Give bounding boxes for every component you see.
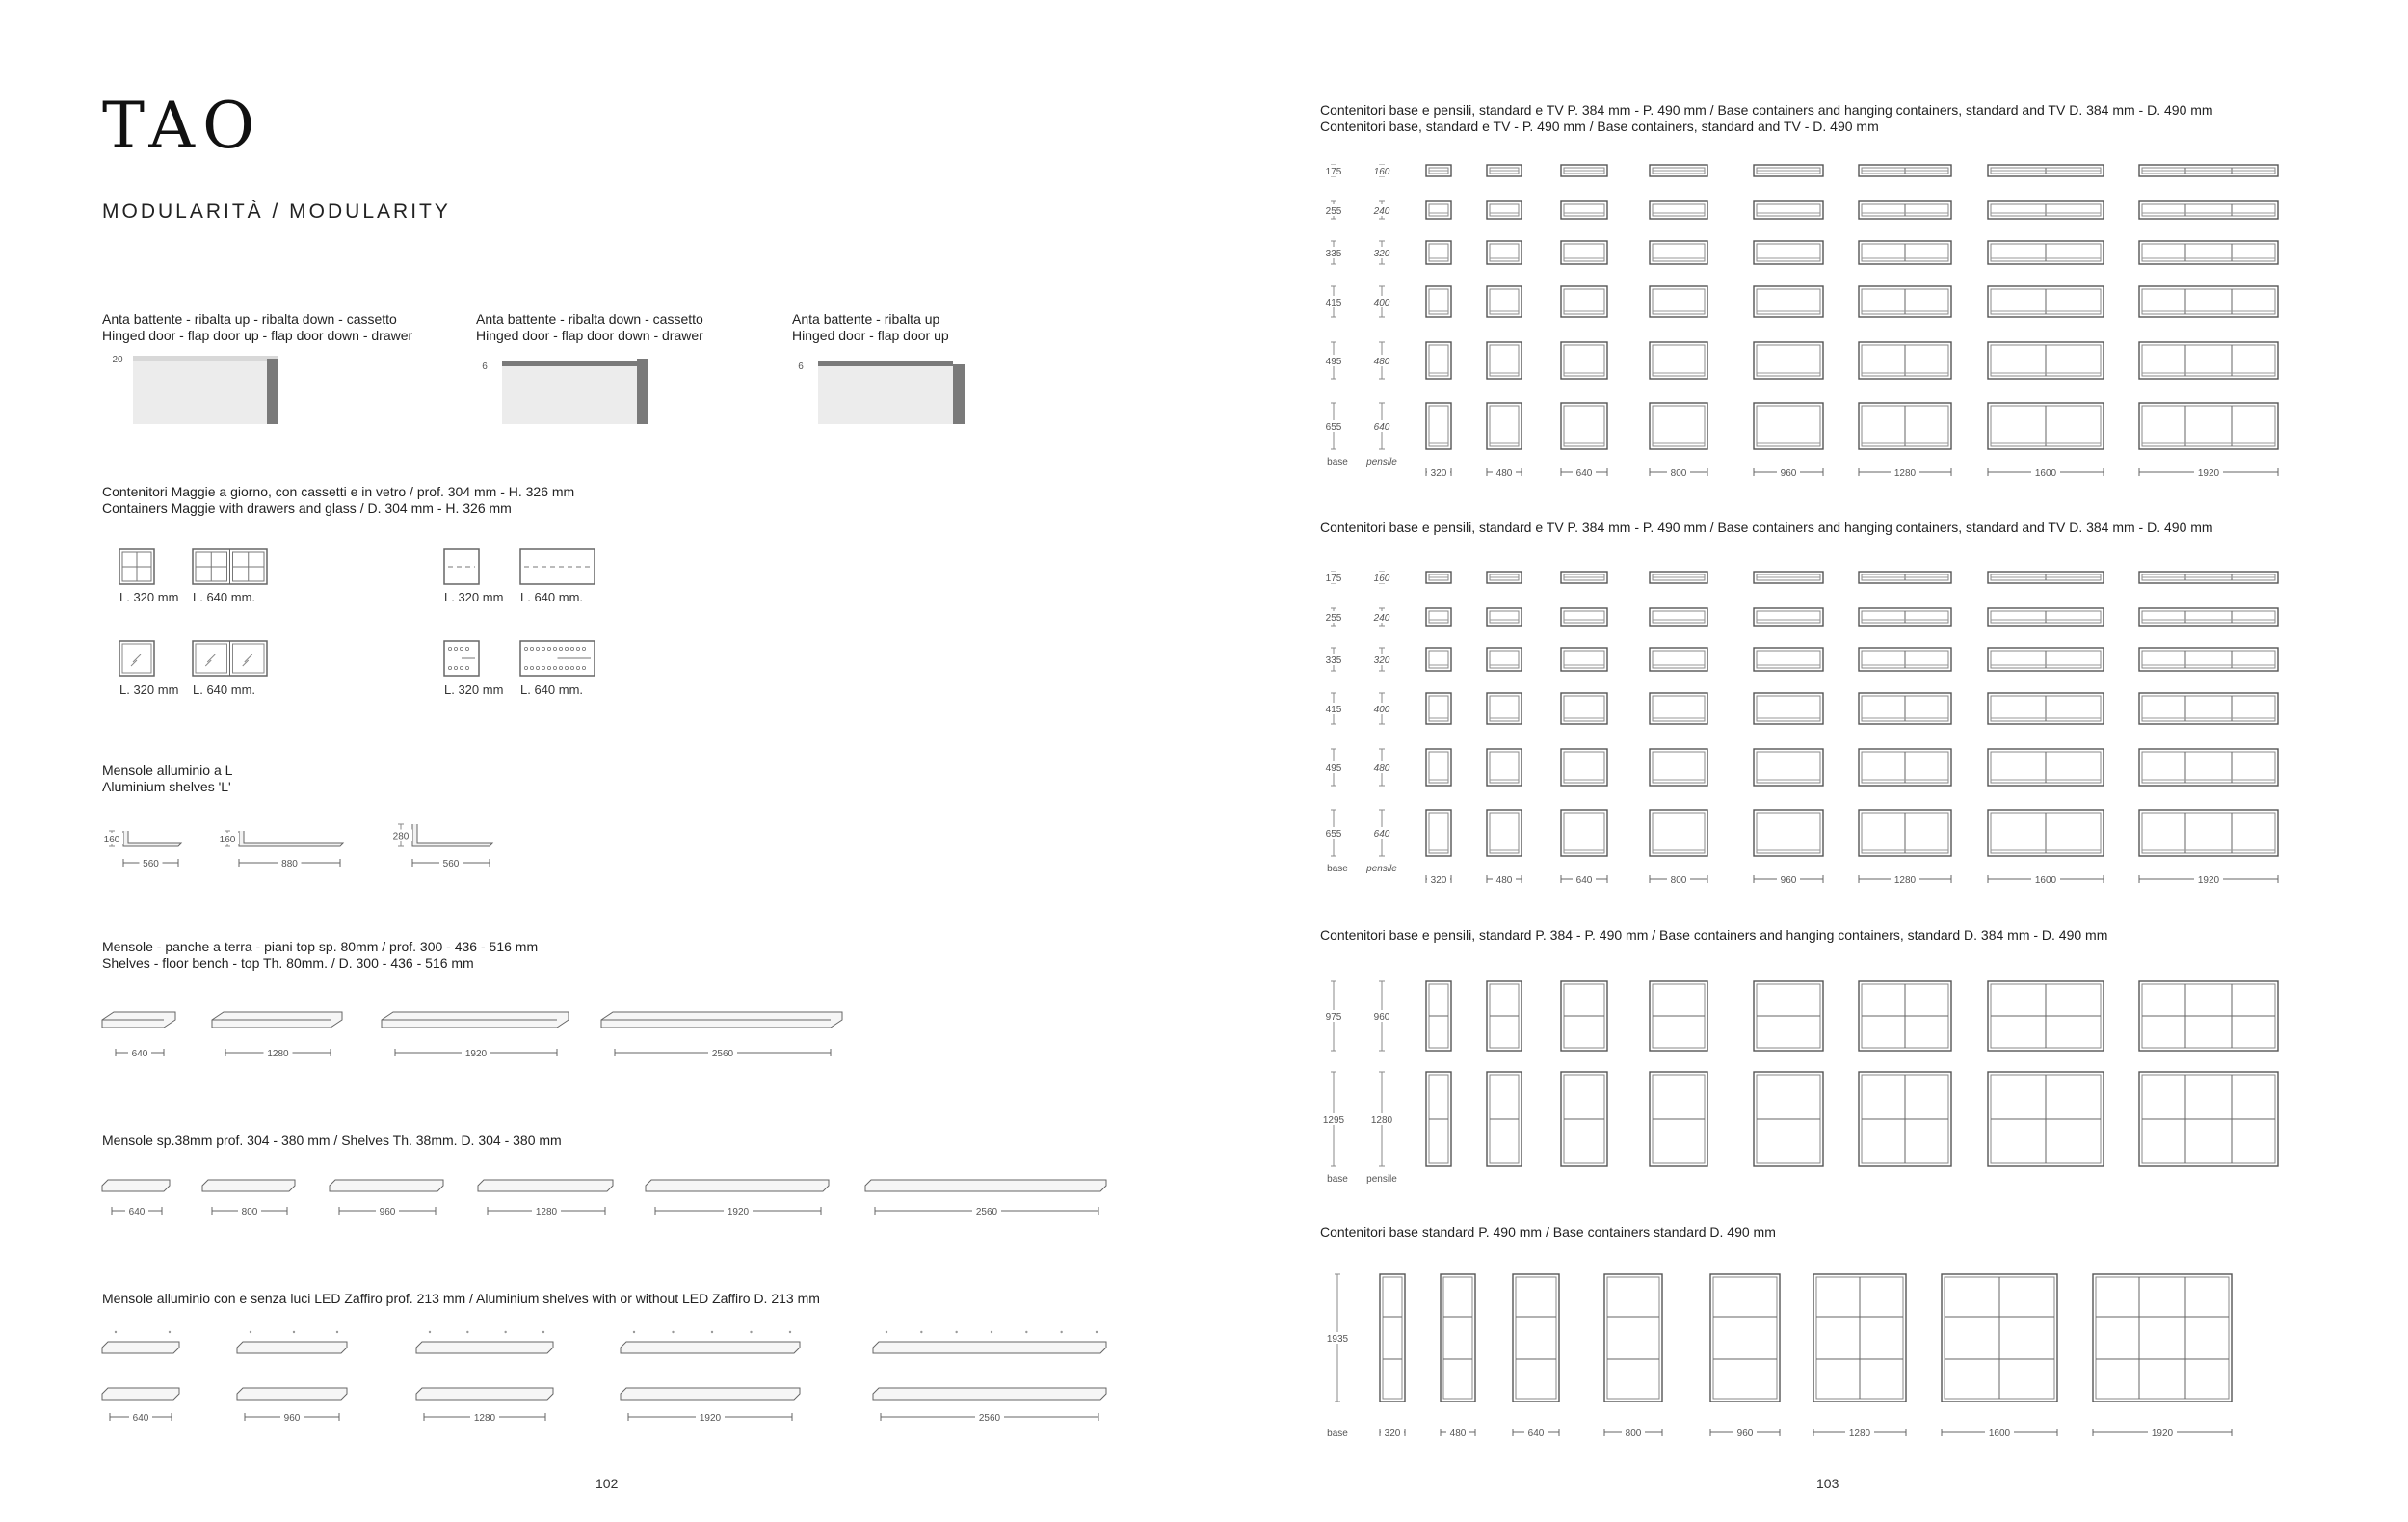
led-shelf-2-1	[237, 1342, 347, 1353]
page-number-left: 102	[595, 1476, 619, 1491]
maggie-dots-320-dot-b-2	[460, 666, 463, 669]
grid4-w-7-label: 1920	[2151, 1429, 2174, 1439]
led-caption: Mensole alluminio con e senza luci LED Zaffiro prof. 213 mm / Aluminium shelves with or without LED Zaffiro D. 213 mm	[102, 1291, 820, 1306]
maggie-dots-640-dot-b-5	[553, 666, 556, 669]
led-light-3-1	[466, 1331, 468, 1333]
grid3-hang-h-1-label: 1280	[1370, 1115, 1393, 1126]
grid2-cab-3-7	[2139, 693, 2278, 724]
led-light-5-4	[1025, 1331, 1027, 1333]
grid2-cab-5-4	[1754, 810, 1823, 856]
door-profile-1-dim: 20	[112, 355, 123, 365]
grid2-hang-h-5-label: 640	[1373, 829, 1390, 840]
shelf38-6	[865, 1180, 1106, 1191]
grid2-cab-2-3	[1650, 648, 1707, 671]
grid4-cab-4	[1710, 1274, 1780, 1402]
maggie-dots-640-dot-t-4	[547, 647, 550, 650]
grid1-base-h-5-label: 655	[1325, 422, 1342, 433]
grid2-cab-5-3	[1650, 810, 1707, 856]
grid4-cab-3	[1604, 1274, 1662, 1402]
grid4-cab-7	[2093, 1274, 2232, 1402]
l-shelf-1	[123, 831, 181, 846]
grid1-base-h-3-label: 415	[1325, 298, 1342, 308]
led-shelf-3-1	[416, 1342, 553, 1353]
maggie-dots-640-dot-t-3	[542, 647, 544, 650]
maggie-label-5: L. 320 mm	[119, 682, 179, 697]
grid1-cab-3-4	[1754, 286, 1823, 317]
page-number-right: 103	[1816, 1476, 1839, 1491]
grid1-cab-5-1	[1487, 403, 1522, 449]
l-shelves-caption-it: Mensole alluminio a L	[102, 762, 233, 778]
maggie-dots-640-dot-t-2	[536, 647, 539, 650]
maggie-dots-640-dot-t-1	[530, 647, 533, 650]
grid2-hang-h-4-label: 480	[1373, 763, 1390, 774]
grid1-cab-2-4	[1754, 241, 1823, 264]
shelf38-1-dim-label: 640	[128, 1207, 146, 1217]
grid2-base-h-1-label: 255	[1325, 613, 1342, 624]
door-caption-2-it: Anta battente - ribalta down - cassetto	[476, 311, 703, 327]
grid1-w-7-label: 1920	[2197, 468, 2220, 479]
maggie-dots-640-dot-t-0	[524, 647, 527, 650]
grid4-cab-0	[1380, 1274, 1405, 1402]
door-profile-3-door	[953, 364, 965, 424]
grid1-label-base: base	[1327, 457, 1348, 467]
led-light-2-1	[293, 1331, 295, 1333]
grid1-w-4-label: 960	[1780, 468, 1797, 479]
led-light-5-1	[920, 1331, 922, 1333]
grid1-cab-3-7	[2139, 286, 2278, 317]
shelf38-5-dim-label: 1920	[727, 1207, 750, 1217]
shelf38-5	[646, 1180, 829, 1191]
grid2-cab-2-7	[2139, 648, 2278, 671]
maggie-label-2: L. 640 mm.	[193, 590, 256, 604]
maggie-label-7: L. 320 mm	[444, 682, 504, 697]
led-light-5-3	[991, 1331, 992, 1333]
grid2-cab-5-7	[2139, 810, 2278, 856]
shelf38-3-dim-label: 960	[379, 1207, 396, 1217]
maggie-label-3: L. 320 mm	[444, 590, 504, 604]
l-shelf-3-w-label: 560	[442, 859, 460, 869]
grid2-hang-h-0-label: 160	[1373, 574, 1390, 584]
led-shelf-5-2	[873, 1388, 1106, 1400]
grid1-cab-2-3	[1650, 241, 1707, 264]
led-shelf-4-2	[621, 1388, 800, 1400]
shelf38-1	[102, 1180, 170, 1191]
door-caption-1-en: Hinged door - flap door up - flap door down - drawer	[102, 328, 413, 343]
maggie-dots-320-dot-b-1	[454, 666, 457, 669]
grid4-w-3-label: 800	[1625, 1429, 1642, 1439]
led-shelf-4-1	[621, 1342, 800, 1353]
grid4-w-6-label: 1600	[1988, 1429, 2011, 1439]
grid2-w-5-label: 1280	[1893, 875, 1917, 886]
grid3-base-h-1-label: 1295	[1322, 1115, 1345, 1126]
grid1-cab-2-2	[1561, 241, 1607, 264]
led-light-5-6	[1096, 1331, 1098, 1333]
l-shelf-2-w-label: 880	[281, 859, 298, 869]
grid1-cab-5-3	[1650, 403, 1707, 449]
maggie-glass-640-glass-a-1	[245, 654, 252, 662]
led-shelf-1-dim-label: 640	[132, 1413, 149, 1424]
led-light-1-1	[169, 1331, 171, 1333]
grid2-base-h-5-label: 655	[1325, 829, 1342, 840]
grid1-w-1-label: 480	[1495, 468, 1513, 479]
door-profile-1-top	[133, 356, 278, 361]
maggie-dots-640-dot-b-1	[530, 666, 533, 669]
grid4-w-2-label: 640	[1527, 1429, 1545, 1439]
led-light-3-0	[429, 1331, 431, 1333]
grid2-hang-h-2-label: 320	[1373, 655, 1390, 666]
grid2-cab-5-2	[1561, 810, 1607, 856]
grid1-hang-h-2-label: 320	[1373, 249, 1390, 259]
led-light-1-0	[115, 1331, 117, 1333]
grid1-caption-line1: Contenitori base e pensili, standard e TV P. 384 mm - P. 490 mm / Base containers and hanging containers, standard and TV D. 384 mm - D. 490 mm	[1320, 102, 2213, 118]
led-shelf-1-1	[102, 1342, 179, 1353]
grid1-cab-3-1	[1487, 286, 1522, 317]
l-shelf-1-h-label: 160	[103, 835, 120, 845]
grid2-hang-h-1-label: 240	[1373, 613, 1390, 624]
grid2-w-4-label: 960	[1780, 875, 1797, 886]
door-profile-2-body	[502, 364, 637, 424]
led-shelf-3-dim-label: 1280	[473, 1413, 496, 1424]
grid1-cab-5-4	[1754, 403, 1823, 449]
grid4-w-0-label: 320	[1384, 1429, 1401, 1439]
led-shelf-5-dim-label: 2560	[978, 1413, 1001, 1424]
led-light-5-2	[955, 1331, 957, 1333]
grid2-cab-5-1	[1487, 810, 1522, 856]
maggie-glass-640-glass-a-0	[207, 654, 215, 662]
maggie-dots-320-dot-t-1	[454, 647, 457, 650]
grid3-hang-h-0-label: 960	[1373, 1012, 1390, 1023]
maggie-dots-640-dot-b-4	[547, 666, 550, 669]
grid1-cab-2-7	[2139, 241, 2278, 264]
grid3-label-hang: pensile	[1366, 1174, 1397, 1185]
maggie-dots-320-dot-b-0	[448, 666, 451, 669]
shelf38-4-dim-label: 1280	[535, 1207, 558, 1217]
grid2-label-base: base	[1327, 864, 1348, 874]
grid2-cab-2-4	[1754, 648, 1823, 671]
bench-1-dim-label: 640	[131, 1049, 148, 1059]
door-profile-2-top	[502, 361, 637, 366]
maggie-dots-640-dot-t-9	[576, 647, 579, 650]
grid1-hang-h-1-label: 240	[1373, 206, 1390, 217]
led-light-4-0	[633, 1331, 635, 1333]
maggie-dots-640-dot-t-7	[565, 647, 568, 650]
maggie-dots-320-dot-b-3	[465, 666, 468, 669]
grid4-cab-2	[1513, 1274, 1559, 1402]
maggie-dots-640-dot-b-3	[542, 666, 544, 669]
grid4-caption: Contenitori base standard P. 490 mm / Base containers standard D. 490 mm	[1320, 1224, 1776, 1240]
door-profile-1-body	[133, 359, 278, 424]
grid2-label-hang: pensile	[1366, 864, 1397, 874]
grid1-hang-h-4-label: 480	[1373, 357, 1390, 367]
grid2-w-6-label: 1600	[2034, 875, 2057, 886]
grid1-label-hang: pensile	[1366, 457, 1397, 467]
maggie-dots-640-dot-t-10	[582, 647, 585, 650]
grid1-base-h-4-label: 495	[1325, 357, 1342, 367]
maggie-dots-640-dot-t-8	[570, 647, 573, 650]
grid4-w-1-label: 480	[1449, 1429, 1467, 1439]
grid2-cab-2-0	[1426, 648, 1451, 671]
grid1-cab-2-0	[1426, 241, 1451, 264]
grid2-w-0-label: 320	[1430, 875, 1447, 886]
grid1-caption-line2: Contenitori base, standard e TV - P. 490 mm / Base containers, standard and TV - D. 490 mm	[1320, 119, 1879, 134]
door-profile-3-top	[818, 361, 953, 366]
maggie-dots-320-dot-t-0	[448, 647, 451, 650]
grid2-w-2-label: 640	[1575, 875, 1593, 886]
grid1-base-h-1-label: 255	[1325, 206, 1342, 217]
maggie-dots-640-dot-b-8	[570, 666, 573, 669]
led-shelf-4-dim-label: 1920	[699, 1413, 722, 1424]
led-light-2-2	[336, 1331, 338, 1333]
led-light-3-3	[542, 1331, 544, 1333]
grid3-caption: Contenitori base e pensili, standard P. 384 - P. 490 mm / Base containers and hanging containers, standard D. 384 mm - D. 490 mm	[1320, 927, 2108, 943]
shelf38-3	[330, 1180, 443, 1191]
maggie-dots-640-dot-b-2	[536, 666, 539, 669]
shelf38-2-dim-label: 800	[241, 1207, 258, 1217]
grid2-cab-5-0	[1426, 810, 1451, 856]
maggie-dots-640-dot-b-10	[582, 666, 585, 669]
maggie-dots-640-dot-b-0	[524, 666, 527, 669]
grid1-base-h-0-label: 175	[1325, 167, 1342, 177]
grid2-base-h-0-label: 175	[1325, 574, 1342, 584]
grid2-cab-3-2	[1561, 693, 1607, 724]
maggie-dots-320-dot-t-2	[460, 647, 463, 650]
grid4-w-5-label: 1280	[1848, 1429, 1871, 1439]
l-shelf-1-w-label: 560	[143, 859, 159, 869]
benches-caption-it: Mensole - panche a terra - piani top sp. 80mm / prof. 300 - 436 - 516 mm	[102, 939, 539, 954]
maggie-dots-640-dot-b-9	[576, 666, 579, 669]
grid1-hang-h-5-label: 640	[1373, 422, 1390, 433]
led-light-5-0	[886, 1331, 887, 1333]
grid2-hang-h-3-label: 400	[1373, 705, 1390, 715]
door-profile-2-door	[637, 359, 648, 424]
door-caption-3-it: Anta battente - ribalta up	[792, 311, 940, 327]
l-shelf-2	[239, 831, 343, 846]
benches-caption-en: Shelves - floor bench - top Th. 80mm. / D. 300 - 436 - 516 mm	[102, 955, 474, 971]
grid1-base-h-2-label: 335	[1325, 249, 1342, 259]
grid1-w-5-label: 1280	[1893, 468, 1917, 479]
shelf38-4	[478, 1180, 613, 1191]
grid1-cab-3-0	[1426, 286, 1451, 317]
led-light-4-2	[711, 1331, 713, 1333]
led-shelf-1-2	[102, 1388, 179, 1400]
grid2-w-3-label: 800	[1670, 875, 1687, 886]
maggie-dots-640-dot-t-6	[559, 647, 562, 650]
door-caption-3-en: Hinged door - flap door up	[792, 328, 949, 343]
grid2-cab-3-1	[1487, 693, 1522, 724]
led-shelf-3-2	[416, 1388, 553, 1400]
maggie-dots-640-dot-b-6	[559, 666, 562, 669]
grid1-w-2-label: 640	[1575, 468, 1593, 479]
maggie-label-1: L. 320 mm	[119, 590, 179, 604]
maggie-dots-640-dot-b-7	[565, 666, 568, 669]
bench-2-dim-label: 1280	[267, 1049, 289, 1059]
led-shelf-2-dim-label: 960	[283, 1413, 301, 1424]
maggie-label-6: L. 640 mm.	[193, 682, 256, 697]
led-light-5-5	[1060, 1331, 1062, 1333]
grid1-w-0-label: 320	[1430, 468, 1447, 479]
door-profile-3-dim: 6	[798, 361, 804, 372]
grid2-cab-2-1	[1487, 648, 1522, 671]
grid2-cab-3-4	[1754, 693, 1823, 724]
grid1-cab-2-1	[1487, 241, 1522, 264]
door-profile-1-door	[267, 359, 278, 424]
door-caption-2-en: Hinged door - flap door down - drawer	[476, 328, 703, 343]
led-light-4-4	[789, 1331, 791, 1333]
grid1-w-3-label: 800	[1670, 468, 1687, 479]
grid2-base-h-2-label: 335	[1325, 655, 1342, 666]
grid2-caption: Contenitori base e pensili, standard e TV P. 384 mm - P. 490 mm / Base containers and hanging containers, standard and TV D. 384 mm - D. 490 mm	[1320, 520, 2213, 535]
led-shelf-5-1	[873, 1342, 1106, 1353]
door-caption-1-it: Anta battente - ribalta up - ribalta down - cassetto	[102, 311, 397, 327]
grid1-cab-5-2	[1561, 403, 1607, 449]
maggie-label-8: L. 640 mm.	[520, 682, 584, 697]
l-shelves-caption-en: Aluminium shelves 'L'	[102, 779, 231, 794]
led-light-2-0	[250, 1331, 251, 1333]
l-shelf-2-h-label: 160	[219, 835, 236, 845]
maggie-drawer-640	[520, 549, 595, 584]
grid4-h-label: 1935	[1326, 1334, 1349, 1345]
grid4-cab-1	[1441, 1274, 1475, 1402]
led-shelf-2-2	[237, 1388, 347, 1400]
bench-3-dim-label: 1920	[464, 1049, 488, 1059]
maggie-label-4: L. 640 mm.	[520, 590, 584, 604]
door-profile-2-dim: 6	[482, 361, 488, 372]
grid2-base-h-4-label: 495	[1325, 763, 1342, 774]
door-profile-3-body	[818, 364, 953, 424]
led-light-4-1	[672, 1331, 674, 1333]
grid1-hang-h-0-label: 160	[1373, 167, 1390, 177]
grid1-hang-h-3-label: 400	[1373, 298, 1390, 308]
grid4-w-4-label: 960	[1736, 1429, 1754, 1439]
grid1-w-6-label: 1600	[2034, 468, 2057, 479]
maggie-dots-640-dot-t-5	[553, 647, 556, 650]
brand-title: TAO	[102, 89, 263, 163]
l-shelf-3	[412, 824, 492, 846]
maggie-glass-320-glass-a-0	[133, 654, 141, 662]
grid3-label-base: base	[1327, 1174, 1348, 1185]
grid1-cab-5-0	[1426, 403, 1451, 449]
grid1-cab-3-3	[1650, 286, 1707, 317]
grid2-base-h-3-label: 415	[1325, 705, 1342, 715]
grid4-label-base: base	[1327, 1429, 1348, 1439]
grid2-w-7-label: 1920	[2197, 875, 2220, 886]
grid2-cab-3-3	[1650, 693, 1707, 724]
grid2-cab-3-0	[1426, 693, 1451, 724]
l-shelf-3-h-label: 280	[392, 831, 410, 842]
grid2-w-1-label: 480	[1495, 875, 1513, 886]
grid3-base-h-0-label: 975	[1325, 1012, 1342, 1023]
section-subtitle: MODULARITÀ / MODULARITY	[102, 200, 451, 223]
shelf38-6-dim-label: 2560	[975, 1207, 998, 1217]
maggie-dots-320-dot-t-3	[465, 647, 468, 650]
grid2-cab-2-2	[1561, 648, 1607, 671]
grid1-cab-3-2	[1561, 286, 1607, 317]
led-light-4-3	[750, 1331, 752, 1333]
shelf38-2	[202, 1180, 295, 1191]
maggie-caption-it: Contenitori Maggie a giorno, con cassetti e in vetro / prof. 304 mm - H. 326 mm	[102, 484, 575, 499]
shelves38-caption: Mensole sp.38mm prof. 304 - 380 mm / Shelves Th. 38mm. D. 304 - 380 mm	[102, 1133, 562, 1148]
bench-4-dim-label: 2560	[711, 1049, 734, 1059]
maggie-caption-en: Containers Maggie with drawers and glass / D. 304 mm - H. 326 mm	[102, 500, 512, 516]
grid1-cab-5-7	[2139, 403, 2278, 449]
led-light-3-2	[504, 1331, 506, 1333]
